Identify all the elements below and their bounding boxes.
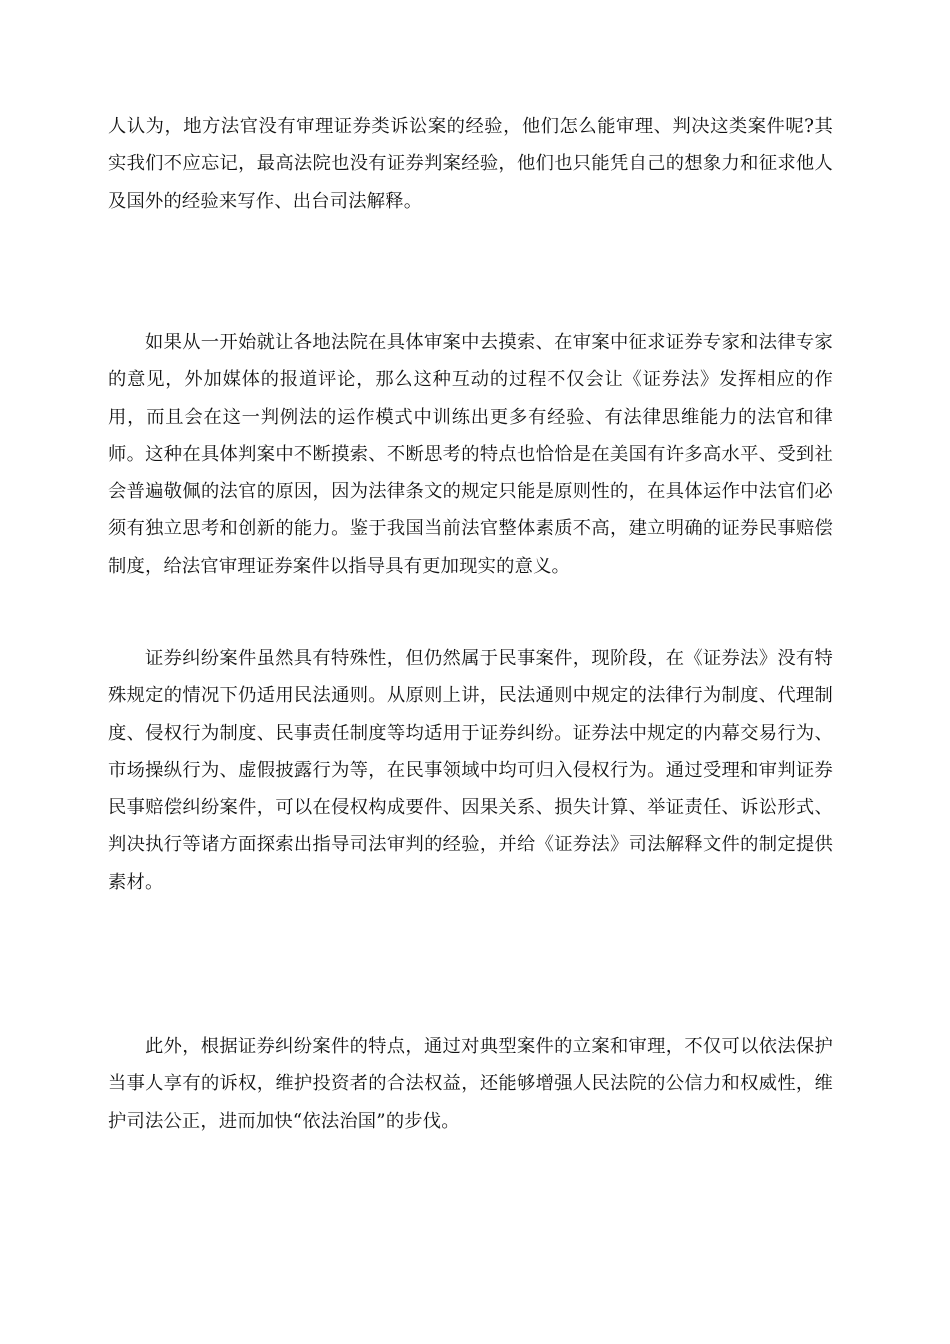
- paragraph-3: 证券纠纷案件虽然具有特殊性，但仍然属于民事案件，现阶段，在《证券法》没有特殊规定的情况下仍适用民法通则。从原则上讲，民法通则中规定的法律行为制度、代理制度、侵权行为制度、民事责任制度等均适用于证券纠纷。证券法中规定的内幕交易行为、市场操纵行为、虚假披露行为等，在民事领域中均可归入侵权行为。通过受理和审判证券民事赔偿纠纷案件，可以在侵权构成要件、因果关系、损失计算、举证责任、诉讼形式、判决执行等诸方面探索出指导司法审判的经验，并给《证券法》司法解释文件的制定提供素材。: [108, 648, 833, 893]
- paragraph-1: 人认为，地方法官没有审理证券类诉讼案的经验，他们怎么能审理、判决这类案件呢?其实我们不应忘记，最高法院也没有证券判案经验，他们也只能凭自己的想象力和征求他人及国外的经验来写作、出台司法解释。: [108, 116, 833, 212]
- paragraph-4: 此外，根据证券纠纷案件的特点，通过对典型案件的立案和审理，不仅可以依法保护当事人享有的诉权，维护投资者的合法权益，还能够增强人民法院的公信力和权威性，维护司法公正，进而加快“依法治国”的步伐。: [108, 1036, 833, 1132]
- paragraph-2: 如果从一开始就让各地法院在具体审案中去摸索、在审案中征求证券专家和法律专家的意见，外加媒体的报道评论，那么这种互动的过程不仅会让《证券法》发挥相应的作用，而且会在这一判例法的运作模式中训练出更多有经验、有法律思维能力的法官和律师。这种在具体判案中不断摸索、不断思考的特点也恰恰是在美国有许多高水平、受到社会普遍敬佩的法官的原因，因为法律条文的规定只能是原则性的，在具体运作中法官们必须有独立思考和创新的能力。鉴于我国当前法官整体素质不高，建立明确的证券民事赔偿制度，给法官审理证券案件以指导具有更加现实的意义。: [108, 332, 833, 577]
